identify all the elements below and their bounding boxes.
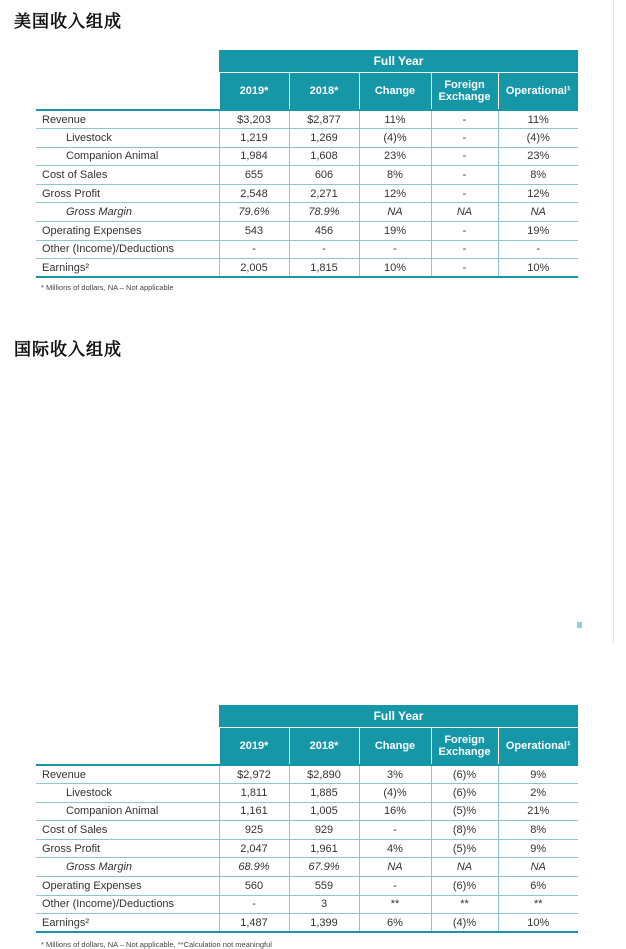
cell-foreign-exchange: (6)%: [431, 784, 498, 803]
cell-change: 16%: [359, 802, 431, 821]
cell-foreign-exchange: NA: [431, 858, 498, 877]
cell-2019: 925: [219, 821, 289, 840]
cell-2018: $2,877: [289, 110, 359, 129]
cell-2019: 543: [219, 222, 289, 241]
cell-2019: -: [219, 895, 289, 914]
cell-change: -: [359, 821, 431, 840]
cell-operational: 10%: [498, 259, 578, 278]
cell-2018: 1,885: [289, 784, 359, 803]
cell-operational: 19%: [498, 222, 578, 241]
cell-operational: 12%: [498, 184, 578, 203]
cell-2019: 2,047: [219, 839, 289, 858]
cell-2018: -: [289, 240, 359, 259]
cell-2019: 79.6%: [219, 203, 289, 222]
cell-change: (4)%: [359, 784, 431, 803]
cell-change: 3%: [359, 765, 431, 784]
cell-foreign-exchange: (8)%: [431, 821, 498, 840]
row-label: Cost of Sales: [36, 166, 219, 185]
cell-change: **: [359, 895, 431, 914]
cell-foreign-exchange: -: [431, 129, 498, 148]
table-row: [36, 821, 578, 840]
row-label: Revenue: [36, 110, 219, 129]
cell-change: -: [359, 240, 431, 259]
cell-change: 11%: [359, 110, 431, 129]
row-label: Revenue: [36, 765, 219, 784]
row-label: Operating Expenses: [36, 222, 219, 241]
cell-2019: 1,219: [219, 129, 289, 148]
row-label: Other (Income)/Deductions: [36, 895, 219, 914]
row-label: Gross Profit: [36, 184, 219, 203]
cell-operational: (4)%: [498, 129, 578, 148]
table-row: [36, 240, 578, 259]
cell-2019: $3,203: [219, 110, 289, 129]
cell-foreign-exchange: -: [431, 240, 498, 259]
cell-2018: 1,961: [289, 839, 359, 858]
cell-foreign-exchange: (4)%: [431, 914, 498, 933]
cell-operational: 9%: [498, 765, 578, 784]
cell-2019: 1,811: [219, 784, 289, 803]
table-row: [36, 858, 578, 877]
cell-operational: 2%: [498, 784, 578, 803]
cell-foreign-exchange: **: [431, 895, 498, 914]
cell-operational: **: [498, 895, 578, 914]
cell-2018: 929: [289, 821, 359, 840]
cell-2018: $2,890: [289, 765, 359, 784]
intl-section-title: 国际收入组成: [14, 340, 122, 360]
row-label: Gross Profit: [36, 839, 219, 858]
full-year-header: Full Year: [219, 50, 578, 73]
cell-2018: 3: [289, 895, 359, 914]
table-corner: [36, 73, 219, 111]
table-row: [36, 802, 578, 821]
cell-change: 23%: [359, 147, 431, 166]
cell-2019: 2,005: [219, 259, 289, 278]
table-corner: [36, 728, 219, 766]
cell-foreign-exchange: (6)%: [431, 765, 498, 784]
cell-2019: 1,161: [219, 802, 289, 821]
cell-operational: -: [498, 240, 578, 259]
cell-foreign-exchange: -: [431, 259, 498, 278]
cell-2018: 1,005: [289, 802, 359, 821]
cell-foreign-exchange: (5)%: [431, 839, 498, 858]
cell-change: 8%: [359, 166, 431, 185]
row-label: Operating Expenses: [36, 877, 219, 896]
row-label: Gross Margin: [36, 858, 219, 877]
cell-change: NA: [359, 858, 431, 877]
scrollbar-edge: [613, 0, 614, 643]
table-row: [36, 839, 578, 858]
cell-operational: 8%: [498, 821, 578, 840]
table-row: [36, 129, 578, 148]
cell-operational: 21%: [498, 802, 578, 821]
row-label: Companion Animal: [36, 802, 219, 821]
cell-change: 10%: [359, 259, 431, 278]
cell-foreign-exchange: -: [431, 184, 498, 203]
table-row: [36, 203, 578, 222]
cell-change: -: [359, 877, 431, 896]
cell-operational: 6%: [498, 877, 578, 896]
us-section-title: 美国收入组成: [14, 12, 122, 32]
intl-footnote: * Millions of dollars, NA – Not applicable, **Calculation not meaningful: [41, 940, 272, 949]
table-row: [36, 147, 578, 166]
cell-foreign-exchange: -: [431, 110, 498, 129]
col-header-change: Change: [359, 728, 431, 766]
row-label: Earnings²: [36, 259, 219, 278]
col-header-foreign-exchange: Foreign Exchange: [431, 728, 498, 766]
col-header-operational: Operational¹: [498, 728, 578, 766]
cell-2018: 1,399: [289, 914, 359, 933]
row-label: Gross Margin: [36, 203, 219, 222]
table-row: [36, 895, 578, 914]
cell-2018: 67.9%: [289, 858, 359, 877]
cell-2019: -: [219, 240, 289, 259]
cell-operational: 23%: [498, 147, 578, 166]
cell-change: NA: [359, 203, 431, 222]
cell-2018: 1,608: [289, 147, 359, 166]
table-corner: [36, 705, 219, 728]
intl-revenue-table: [36, 705, 578, 933]
col-header-2018: 2018*: [289, 728, 359, 766]
cell-2019: 1,487: [219, 914, 289, 933]
cell-2019: $2,972: [219, 765, 289, 784]
cell-foreign-exchange: -: [431, 147, 498, 166]
table-row: [36, 222, 578, 241]
col-header-foreign-exchange: Foreign Exchange: [431, 73, 498, 111]
cell-foreign-exchange: (5)%: [431, 802, 498, 821]
table-row: [36, 166, 578, 185]
cell-foreign-exchange: NA: [431, 203, 498, 222]
cell-2018: 1,815: [289, 259, 359, 278]
cell-2018: 78.9%: [289, 203, 359, 222]
cell-change: 19%: [359, 222, 431, 241]
cell-operational: 10%: [498, 914, 578, 933]
col-header-2019: 2019*: [219, 73, 289, 111]
row-label: Livestock: [36, 784, 219, 803]
cell-2018: 559: [289, 877, 359, 896]
table-corner: [36, 50, 219, 73]
col-header-2019: 2019*: [219, 728, 289, 766]
cell-operational: 11%: [498, 110, 578, 129]
table-row: [36, 877, 578, 896]
cell-operational: NA: [498, 203, 578, 222]
col-header-change: Change: [359, 73, 431, 111]
cell-change: 4%: [359, 839, 431, 858]
full-year-header: Full Year: [219, 705, 578, 728]
cell-operational: 9%: [498, 839, 578, 858]
row-label: Cost of Sales: [36, 821, 219, 840]
row-label: Livestock: [36, 129, 219, 148]
table-row: [36, 784, 578, 803]
table-row: [36, 914, 578, 933]
cell-2019: 2,548: [219, 184, 289, 203]
table-row: [36, 184, 578, 203]
col-header-operational: Operational¹: [498, 73, 578, 111]
row-label: Other (Income)/Deductions: [36, 240, 219, 259]
cell-2019: 560: [219, 877, 289, 896]
cell-2018: 2,271: [289, 184, 359, 203]
cell-2018: 456: [289, 222, 359, 241]
cell-operational: 8%: [498, 166, 578, 185]
cell-foreign-exchange: -: [431, 166, 498, 185]
cell-change: (4)%: [359, 129, 431, 148]
cell-foreign-exchange: (6)%: [431, 877, 498, 896]
cell-foreign-exchange: -: [431, 222, 498, 241]
decorative-marker: [577, 622, 582, 628]
col-header-2018: 2018*: [289, 73, 359, 111]
cell-2019: 655: [219, 166, 289, 185]
row-label: Earnings²: [36, 914, 219, 933]
cell-change: 12%: [359, 184, 431, 203]
cell-2018: 1,269: [289, 129, 359, 148]
cell-2018: 606: [289, 166, 359, 185]
cell-2019: 1,984: [219, 147, 289, 166]
us-revenue-table: [36, 50, 578, 278]
cell-operational: NA: [498, 858, 578, 877]
us-footnote: * Millions of dollars, NA – Not applicable: [41, 283, 174, 292]
row-label: Companion Animal: [36, 147, 219, 166]
table-row: [36, 765, 578, 784]
table-row: [36, 259, 578, 278]
table-row: [36, 110, 578, 129]
cell-change: 6%: [359, 914, 431, 933]
cell-2019: 68.9%: [219, 858, 289, 877]
